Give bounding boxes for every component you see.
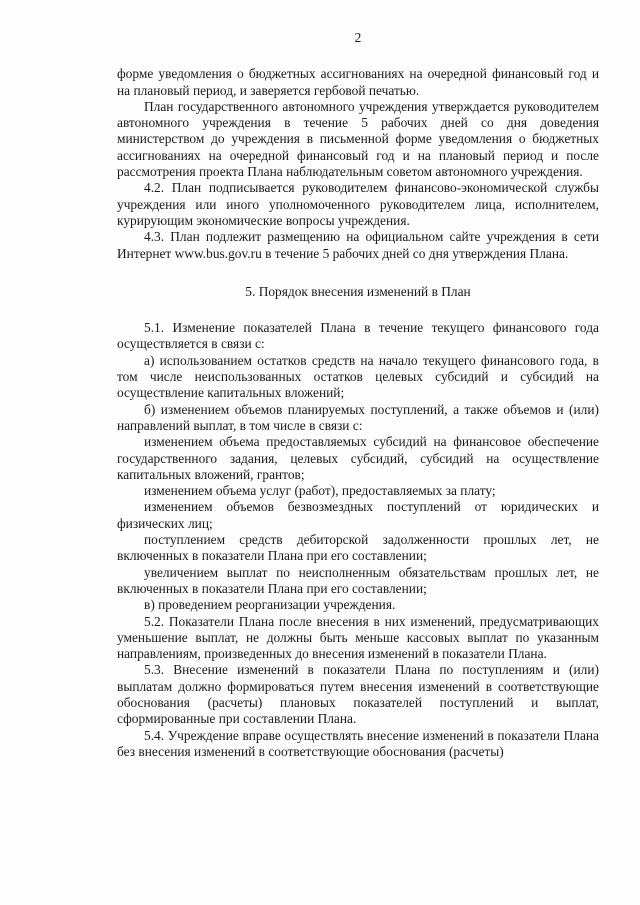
- paragraph-5-2: 5.2. Показатели Плана после внесения в них изменений, предусматривающих уменьшение выплат, не должны быть меньше кассовых выплат по указанным направлениям, произведенных до внесения изменений в показатели Плана.: [117, 613, 599, 662]
- paragraph-4-2: 4.2. План подписывается руководителем финансово-экономической службы учреждения или иного уполномоченного руководителем лица, исполнителем, курирующим экономические вопросы учреждения.: [117, 180, 599, 228]
- paragraph-5-3: 5.3. Внесение изменений в показатели Плана по поступлениям и (или) выплатам должно формироваться путем внесения изменений в соответствующие обоснования (расчеты) плановых показателей поступлений и выплат, сформированные при составлении Плана.: [117, 662, 599, 727]
- page-number: 2: [354, 30, 362, 45]
- list-subitem-obligations: увеличением выплат по неисполненным обязательствам прошлых лет, не включенных в показатели Плана при его составлении;: [117, 564, 599, 596]
- list-item-b: б) изменением объемов планируемых поступлений, а также объемов и (или) направлений выплат, в том числе в связи с:: [117, 401, 599, 433]
- paragraph-continuation: форме уведомления о бюджетных ассигнованиях на очередной финансовый год и на плановый период, и заверяется гербовой печатью.: [117, 66, 599, 98]
- document-body: [117, 66, 599, 760]
- paragraph-4-3: 4.3. План подлежит размещению на официальном сайте учреждения в сети Интернет www.bus.gov.ru в течение 5 рабочих дней со дня утверждения Плана.: [117, 229, 599, 261]
- list-subitem-subsidies: изменением объема предоставляемых субсидий на финансовое обеспечение государственного задания, целевых субсидий, субсидий на осуществление капитальных вложений, грантов;: [117, 434, 599, 482]
- list-subitem-donations: изменением объемов безвозмездных поступлений от юридических и физических лиц;: [117, 499, 599, 531]
- list-item-v: в) проведением реорганизации учреждения.: [144, 597, 396, 613]
- paragraph-5-1: 5.1. Изменение показателей Плана в течение текущего финансового года осуществляется в связи с:: [117, 320, 599, 352]
- paragraph-plan-approval: План государственного автономного учреждения утверждается руководителем автономного учреждения в течение 5 рабочих дней со дня доведения министерством до учреждения в письменной форме уведомления о бюджетных ассигнованиях на очередной финансовый год и на плановый период и после рассмотрения проекта Плана наблюдательным советом автономного учреждения.: [117, 98, 599, 180]
- paragraph-5-4: 5.4. Учреждение вправе осуществлять внесение изменений в показатели Плана без внесения изменений в соответствующие обоснования (расчеты): [117, 727, 599, 759]
- list-item-a: а) использованием остатков средств на начало текущего финансового года, в том числе неиспользованных остатков целевых субсидий и субсидий на осуществление капитальных вложений;: [117, 352, 599, 401]
- list-subitem-paid-services: изменением объема услуг (работ), предоставляемых за плату;: [144, 483, 496, 499]
- section-5-heading: 5. Порядок внесения изменений в План: [245, 283, 471, 299]
- list-subitem-receivables: поступлением средств дебиторской задолженности прошлых лет, не включенных в показатели Плана при его составлении;: [117, 532, 599, 564]
